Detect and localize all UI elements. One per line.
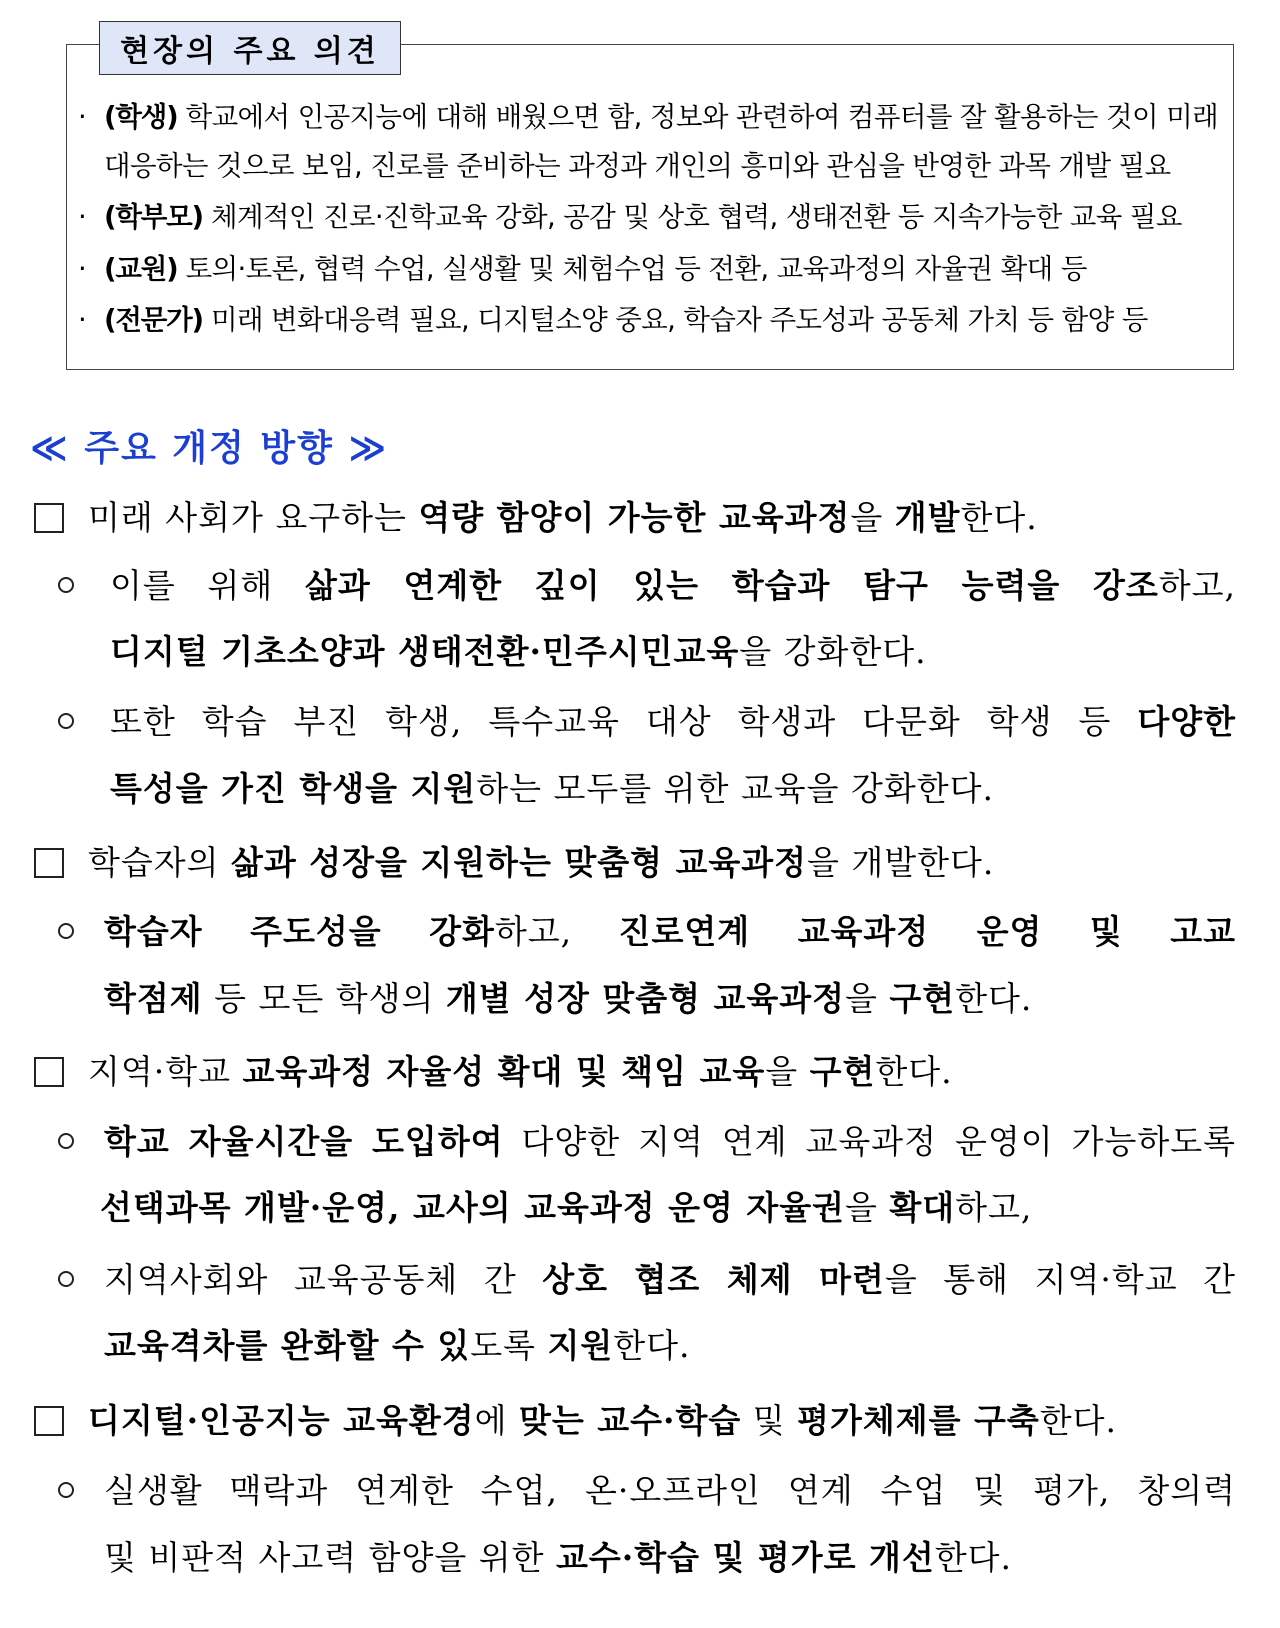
body-text: 한다.: [875, 1052, 953, 1091]
body-text: 이를 위해: [110, 566, 305, 605]
emphasis-text: 학교 자율시간을 도입하여: [104, 1122, 504, 1161]
emphasis-text: 확대: [889, 1188, 956, 1227]
opinion-line-teacher: [78, 251, 1087, 287]
bullet-dot: ·: [78, 101, 87, 133]
circle-bullet: [58, 1482, 74, 1498]
opinion-text: 체계적인 진로·진학교육 강화, 공감 및 상호 협력, 생태전환 등 지속가능한 교육 필요: [202, 201, 1182, 233]
opinion-line-parent: [78, 199, 1182, 235]
body-text: 하고,: [1158, 566, 1236, 605]
body-text: 을 강화한다.: [739, 632, 927, 671]
emphasis-text: 디지털·인공지능 교육환경: [88, 1401, 475, 1440]
body-text: 및: [741, 1401, 798, 1440]
body-text: 한다.: [1039, 1401, 1118, 1440]
body-text: 하는 모두를 위한 교육을 강화한다.: [476, 769, 994, 808]
emphasis-text: 다양한: [1137, 702, 1236, 741]
emphasis-text: 구현: [809, 1052, 876, 1091]
emphasis-text: 학습자 주도성을 강화: [104, 912, 495, 951]
section-3-title: [88, 1050, 953, 1094]
section-3-item-1-line-2: [100, 1186, 1032, 1230]
emphasis-text: 학점제: [104, 979, 203, 1018]
body-text: 에: [474, 1401, 520, 1440]
body-text: 도록: [470, 1326, 548, 1365]
circle-bullet: [58, 923, 74, 939]
emphasis-text: 삶과 연계한 깊이 있는 학습과 탐구 능력을 강조: [304, 566, 1159, 605]
emphasis-text: 맞는 교수·학습: [519, 1401, 742, 1440]
opinion-text: 학교에서 인공지능에 대해 배웠으면 함, 정보와 관련하여 컴퓨터를 잘 활용하는 것이 미래: [177, 101, 1219, 133]
section-3-item-2-line-1: [104, 1258, 1236, 1302]
section-2-item-1-line-1: [104, 910, 1236, 954]
section-heading: ≪ 주요 개정 방향 ≫: [30, 428, 389, 469]
body-text: 지역·학교: [88, 1052, 243, 1091]
opinion-label: (교원): [104, 253, 178, 285]
opinion-text: 대응하는 것으로 보임, 진로를 준비하는 과정과 개인의 흥미와 관심을 반영한 과목 개발 필요: [104, 150, 1171, 182]
section-3-item-2-line-2: [104, 1324, 691, 1368]
body-text: 을: [845, 979, 890, 1018]
emphasis-text: 교육격차를 완화할 수 있: [104, 1326, 471, 1365]
opinion-line-student-cont: [104, 148, 1171, 184]
section-4-title: [88, 1399, 1117, 1443]
body-text: 실생활 맥락과 연계한 수업, 온·오프라인 연계 수업 및 평가, 창의력: [104, 1471, 1236, 1510]
body-text: 등 모든 학생의: [202, 979, 446, 1018]
emphasis-text: 지원: [547, 1326, 614, 1365]
bullet-dot: ·: [78, 253, 87, 285]
checkbox-bullet: [34, 1057, 64, 1087]
section-1-item-1-line-1: [110, 564, 1236, 608]
section-1-item-2-line-1: [110, 700, 1236, 744]
circle-bullet: [58, 713, 74, 729]
emphasis-text: 교수·학습 및 평가로 개선: [556, 1538, 935, 1577]
section-1-title: [88, 496, 1038, 540]
body-text: 을 개발한다.: [807, 843, 995, 882]
emphasis-text: 교육과정 자율성 확대 및 책임 교육: [242, 1052, 766, 1091]
body-text: 및 비판적 사고력 함양을 위한: [104, 1538, 556, 1577]
opinion-line-student: [78, 99, 1218, 135]
body-text: 다양한 지역 연계 교육과정 운영이 가능하도록: [503, 1122, 1236, 1161]
emphasis-text: 개발: [894, 498, 961, 537]
opinion-text: 토의·토론, 협력 수업, 실생활 및 체험수업 등 전환, 교육과정의 자율권 확대 등: [177, 253, 1087, 285]
opinion-label: (전문가): [104, 304, 203, 336]
emphasis-text: 디지털 기초소양과 생태전환·민주시민교육: [110, 632, 740, 671]
checkbox-bullet: [34, 848, 64, 878]
opinion-text: 미래 변화대응력 필요, 디지털소양 중요, 학습자 주도성과 공동체 가치 등 함양 등: [202, 304, 1148, 336]
body-text: 을 통해 지역·학교 간: [884, 1260, 1236, 1299]
bullet-dot: ·: [78, 201, 87, 233]
body-text: 을: [765, 1052, 810, 1091]
body-text: 하고,: [955, 1188, 1033, 1227]
section-3-item-1-line-1: [104, 1120, 1236, 1164]
body-text: 또한 학습 부진 학생, 특수교육 대상 학생과 다문화 학생 등: [110, 702, 1138, 741]
opinion-box-title: 현장의 주요 의견: [99, 21, 401, 75]
body-text: 한다.: [955, 979, 1033, 1018]
body-text: 한다.: [613, 1326, 691, 1365]
emphasis-text: 삶과 성장을 지원하는 맞춤형 교육과정: [231, 843, 808, 882]
checkbox-bullet: [34, 503, 64, 533]
body-text: 한다.: [960, 498, 1038, 537]
emphasis-text: 역량 함양이 가능한 교육과정: [418, 498, 851, 537]
circle-bullet: [58, 1133, 74, 1149]
emphasis-text: 평가체제를 구축: [797, 1401, 1040, 1440]
section-2-title: [88, 841, 994, 885]
body-text: 을: [850, 498, 895, 537]
section-4-item-1-line-1: [104, 1469, 1236, 1513]
body-text: 지역사회와 교육공동체 간: [104, 1260, 543, 1299]
opinion-line-expert: [78, 302, 1148, 338]
body-text: 을: [844, 1188, 890, 1227]
body-text: 미래 사회가 요구하는: [88, 498, 419, 537]
section-1-item-2-line-2: [110, 767, 994, 811]
bullet-dot: ·: [78, 304, 87, 336]
emphasis-text: 진로연계 교육과정 운영 및 고교: [618, 912, 1236, 951]
checkbox-bullet: [34, 1406, 64, 1436]
emphasis-text: 선택과목 개발·운영, 교사의 교육과정 운영 자율권: [100, 1188, 845, 1227]
circle-bullet: [58, 577, 74, 593]
body-text: 한다.: [934, 1538, 1012, 1577]
opinion-label: (학생): [104, 101, 178, 133]
emphasis-text: 특성을 가진 학생을 지원: [110, 769, 477, 808]
body-text: 하고,: [494, 912, 619, 951]
section-1-item-1-line-2: [110, 630, 927, 674]
emphasis-text: 구현: [889, 979, 956, 1018]
emphasis-text: 상호 협조 체제 마련: [542, 1260, 885, 1299]
section-2-item-1-line-2: [104, 977, 1032, 1021]
section-4-item-1-line-2: [104, 1536, 1012, 1580]
opinion-label: (학부모): [104, 201, 203, 233]
circle-bullet: [58, 1271, 74, 1287]
emphasis-text: 개별 성장 맞춤형 교육과정: [445, 979, 845, 1018]
body-text: 학습자의: [88, 843, 232, 882]
